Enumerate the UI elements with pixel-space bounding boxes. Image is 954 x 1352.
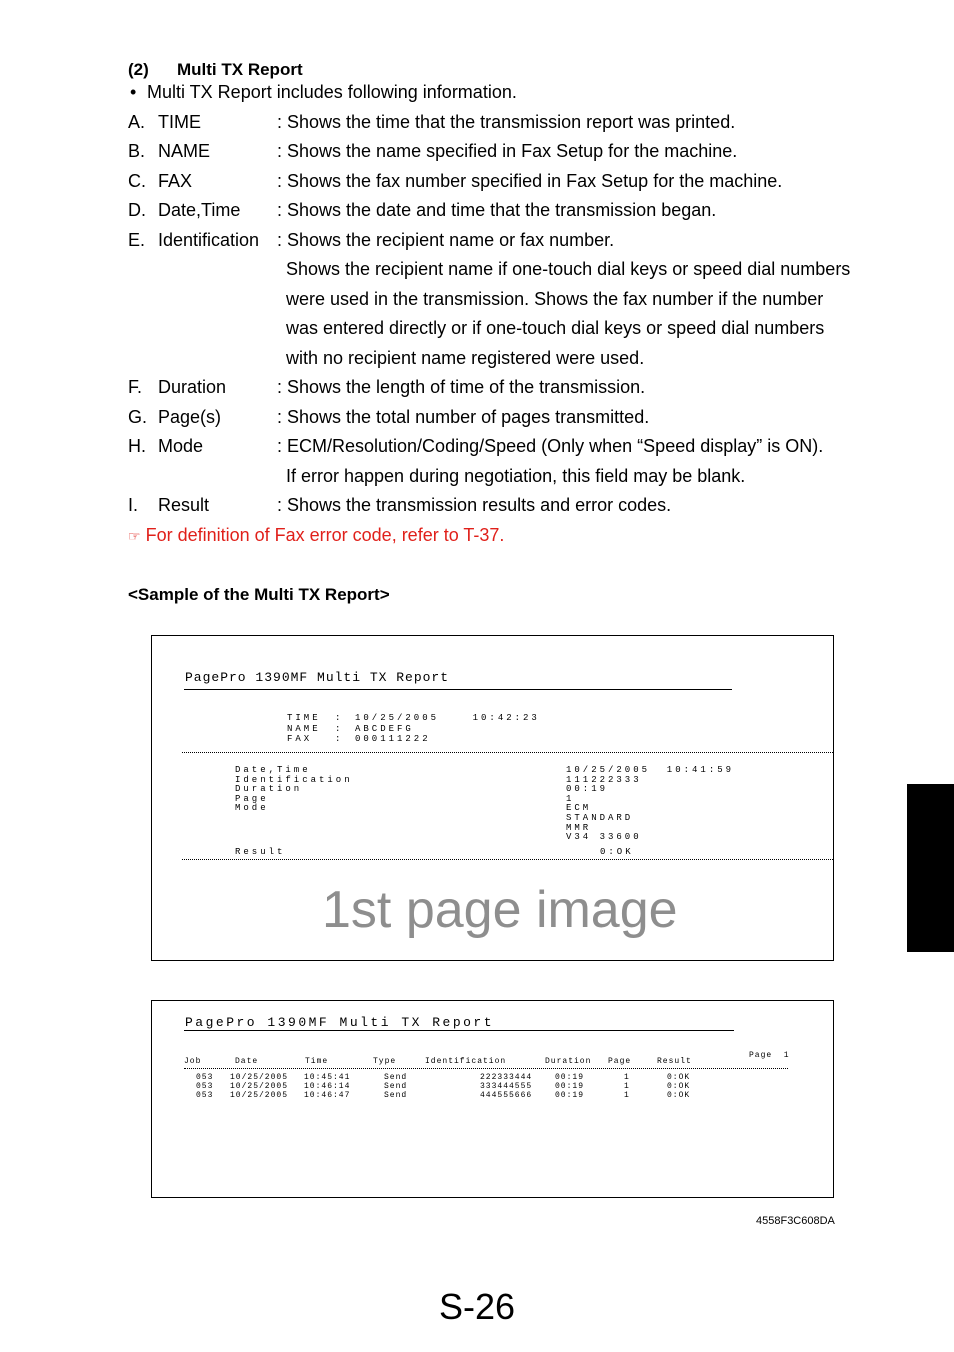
definition-term: NAME (158, 141, 211, 161)
report1-header-values (355, 713, 540, 745)
cell-type: Send (384, 1091, 408, 1100)
definition-desc: : Shows the fax number specified in Fax Setup for the machine. (277, 171, 783, 191)
cell-duration: 00:19 (555, 1091, 585, 1100)
header-value: 000111222 (355, 734, 431, 744)
definition-term: FAX (158, 171, 193, 191)
definition-letter: H. (128, 436, 146, 456)
header-value: ABCDEFG (355, 723, 414, 734)
mode-detail: If error happen during negotiation, this field may be blank. (286, 466, 746, 486)
header-sep: : (335, 734, 344, 744)
section-edge-tab (907, 784, 954, 952)
cell-page: 1 (624, 1082, 630, 1091)
cell-duration: 00:19 (555, 1082, 585, 1091)
column-header-result: Result (657, 1057, 692, 1066)
cell-type: Send (384, 1073, 408, 1082)
intro-text: Multi TX Report includes following information. (147, 82, 517, 102)
cell-job: 053 (196, 1091, 214, 1100)
cell-date: 10/25/2005 (230, 1082, 289, 1091)
definition-term: Duration (158, 377, 227, 397)
definition-letter: G. (128, 407, 148, 427)
detail-value: 111222333 (566, 774, 642, 785)
cell-identification: 222333444 (480, 1073, 533, 1082)
cell-identification: 444555666 (480, 1091, 533, 1100)
definition-letter: E. (128, 230, 146, 250)
definition-desc: : Shows the recipient name or fax number. (277, 230, 615, 250)
pointing-hand-icon: ☞ (128, 528, 141, 544)
report1-result-value: 0:OK (600, 847, 634, 857)
column-header-time: Time (305, 1057, 329, 1066)
figure-code: 4558F3C608DA (756, 1215, 835, 1227)
definition-letter: F. (128, 377, 143, 397)
report1-detail-labels (235, 766, 353, 814)
definition-desc: : Shows the transmission results and error codes. (277, 495, 672, 515)
definition-desc: : ECM/Resolution/Coding/Speed (Only when “Speed display” is ON). (277, 436, 824, 456)
definition-desc: : Shows the length of time of the transmission. (277, 377, 646, 397)
detail-value: ECM (566, 803, 592, 814)
report1-detail-values (566, 766, 734, 843)
cell-date: 10/25/2005 (230, 1073, 289, 1082)
report1-title-underline (184, 689, 732, 690)
cell-page: 1 (624, 1073, 630, 1082)
report1-result-label: Result (235, 847, 286, 857)
definition-term: Identification (158, 230, 260, 250)
report2-title-underline (184, 1030, 734, 1031)
column-header-duration: Duration (545, 1057, 592, 1066)
column-header-identification: Identification (425, 1057, 507, 1066)
report1-title: PagePro 1390MF Multi TX Report (185, 670, 450, 685)
intro-bullet: • (130, 82, 137, 102)
cell-time: 10:46:14 (304, 1082, 351, 1091)
reference-link[interactable] (128, 525, 504, 546)
detail-label: Page (235, 793, 269, 804)
detail-label: Mode (235, 803, 269, 814)
detail-value: MMR (566, 822, 592, 833)
cell-result: 0:OK (667, 1091, 691, 1100)
sample-heading: <Sample of the Multi TX Report> (128, 585, 390, 604)
detail-label: Identification (235, 774, 353, 785)
cell-result: 0:OK (667, 1082, 691, 1091)
header-sep: : (335, 713, 344, 723)
header-label: TIME (287, 713, 321, 723)
report2-page-label: Page 1 (749, 1051, 790, 1060)
table-row (184, 1091, 788, 1101)
cell-time: 10:45:41 (304, 1073, 351, 1082)
definition-term: Mode (158, 436, 204, 456)
detail-value: 10/25/2005 10:41:59 (566, 765, 735, 775)
first-page-image-placeholder: 1st page image (322, 881, 678, 939)
cell-type: Send (384, 1082, 408, 1091)
cell-date: 10/25/2005 (230, 1091, 289, 1100)
definition-letter: D. (128, 200, 146, 220)
detail-label: Duration (235, 784, 303, 795)
page-number: S-26 (438, 1286, 516, 1327)
report2-header-rule (184, 1068, 788, 1069)
cell-job: 053 (196, 1082, 214, 1091)
detail-value: 1 (566, 793, 575, 804)
header-value: 10/25/2005 10:42:23 (355, 713, 540, 723)
definition-letter: I. (128, 495, 139, 515)
definition-term: Date,Time (158, 200, 241, 220)
definition-desc: : Shows the time that the transmission report was printed. (277, 112, 736, 132)
report1-divider (182, 752, 833, 753)
column-header-type: Type (373, 1057, 397, 1066)
detail-value: 00:19 (566, 784, 609, 795)
definition-letter: C. (128, 171, 146, 191)
column-header-page: Page (608, 1057, 632, 1066)
definition-term: Result (158, 495, 210, 515)
header-label: NAME (287, 723, 321, 734)
identification-detail-line: was entered directly or if one-touch dial keys or speed dial numbers (286, 318, 825, 338)
header-sep: : (335, 723, 344, 734)
column-header-date: Date (235, 1057, 259, 1066)
cell-identification: 333444555 (480, 1082, 533, 1091)
report1-divider-bottom (182, 859, 833, 860)
report1-header-seps (335, 713, 343, 745)
identification-detail-line: were used in the transmission. Shows the fax number if the number (286, 289, 824, 309)
detail-value: V34 33600 (566, 832, 642, 843)
detail-value: STANDARD (566, 812, 634, 823)
definition-letter: B. (128, 141, 146, 161)
definition-term: TIME (158, 112, 201, 132)
section-title: Multi TX Report (177, 60, 303, 79)
report2-title: PagePro 1390MF Multi TX Report (185, 1015, 495, 1030)
cell-time: 10:46:47 (304, 1091, 351, 1100)
identification-detail-line: Shows the recipient name if one-touch dial keys or speed dial numbers (286, 259, 851, 279)
definition-desc: : Shows the total number of pages transmitted. (277, 407, 650, 427)
report1-header-labels (287, 713, 321, 745)
header-label: FAX (287, 734, 313, 744)
column-header-job: Job (184, 1057, 202, 1066)
cell-duration: 00:19 (555, 1073, 585, 1082)
definition-desc: : Shows the name specified in Fax Setup for the machine. (277, 141, 738, 161)
cell-result: 0:OK (667, 1073, 691, 1082)
definition-letter: A. (128, 112, 146, 132)
definition-desc: : Shows the date and time that the transmission began. (277, 200, 717, 220)
reference-text: For definition of Fax error code, refer to T-37. (145, 525, 505, 545)
detail-label: Date,Time (235, 765, 311, 775)
definition-term: Page(s) (158, 407, 222, 427)
section-number: (2) (128, 60, 149, 79)
cell-page: 1 (624, 1091, 630, 1100)
identification-detail-line: with no recipient name registered were used. (286, 348, 645, 368)
cell-job: 053 (196, 1073, 214, 1082)
